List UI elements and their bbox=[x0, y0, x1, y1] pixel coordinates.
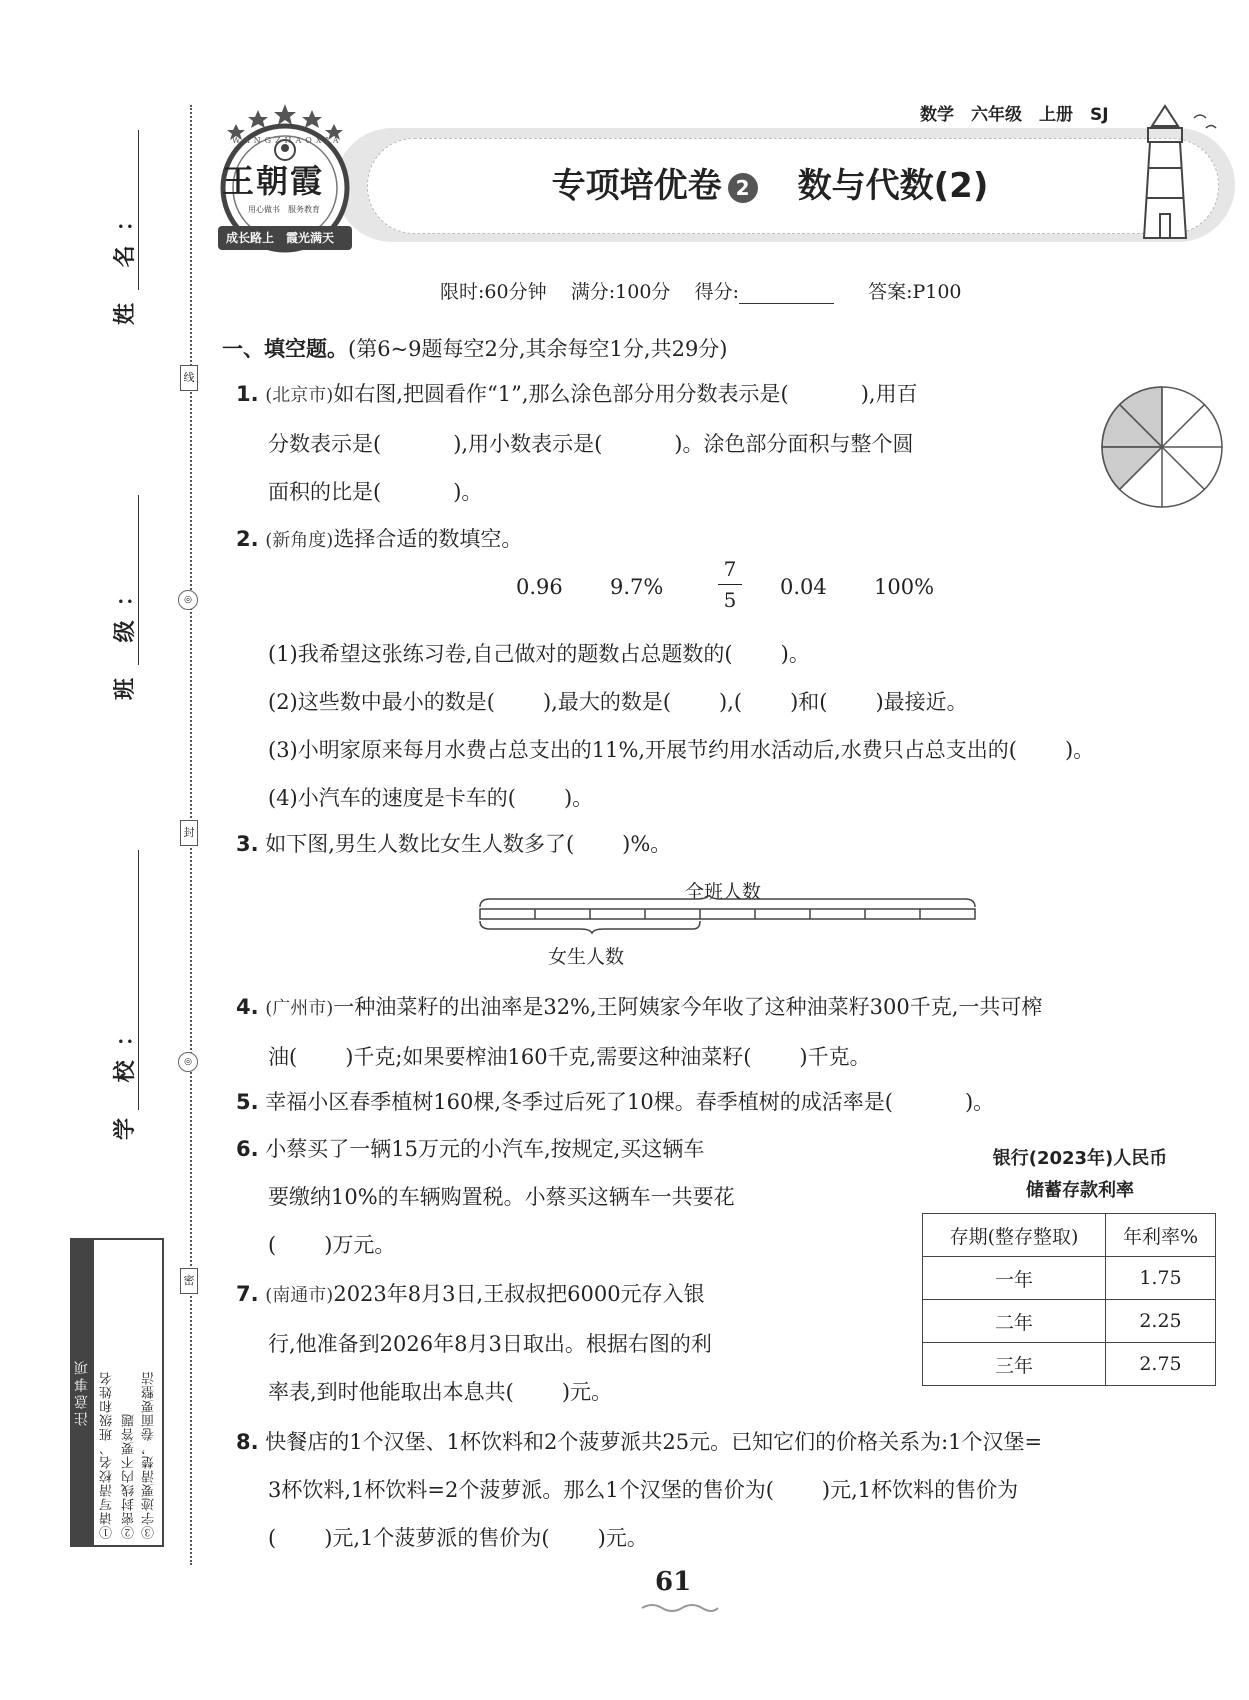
table-header-cell: 年利率% bbox=[1106, 1214, 1216, 1257]
question-number: 8. bbox=[236, 1430, 259, 1454]
page-number: 61 bbox=[655, 1567, 692, 1597]
question-text: ),用百 bbox=[860, 382, 918, 406]
logo-slogan: 成长路上 霞光满天 bbox=[226, 231, 335, 245]
question-text: )千克;如果要榨油160千克,需要这种油菜籽( bbox=[345, 1045, 752, 1069]
question-text: 如下图,男生人数比女生人数多了( bbox=[265, 832, 575, 856]
section-note: (第6~9题每空2分,其余每空1分,共29分) bbox=[348, 337, 728, 361]
table-row bbox=[923, 1300, 1216, 1343]
question-text: 幸福小区春季植树160棵,冬季过后死了10棵。春季植树的成活率是( bbox=[265, 1090, 893, 1114]
notice-item: ③字迹要清楚，卷面要整洁 bbox=[142, 1371, 157, 1539]
school-line bbox=[138, 850, 139, 1110]
question-text: )。 bbox=[563, 786, 594, 810]
page-title bbox=[420, 158, 1120, 207]
answer-ref: 答案:P100 bbox=[868, 281, 962, 303]
rate-table bbox=[922, 1213, 1216, 1386]
question-text: (1)我希望这张练习卷,自己做对的题数占总题数的( bbox=[268, 642, 733, 666]
question-7 bbox=[236, 1270, 856, 1416]
question-3 bbox=[236, 820, 1136, 868]
question-text: (2)这些数中最小的数是( bbox=[268, 690, 495, 714]
question-tag: (北京市) bbox=[265, 385, 334, 406]
table-header-cell: 存期(整存整取) bbox=[923, 1214, 1106, 1257]
table-cell-rate: 1.75 bbox=[1106, 1257, 1216, 1300]
question-4 bbox=[236, 983, 1216, 1081]
table-row bbox=[923, 1343, 1216, 1386]
logo-name: 王朝霞 bbox=[222, 162, 325, 200]
rate-table-title-line1: 银行(2023年)人民币 bbox=[992, 1148, 1168, 1169]
question-text: 一种油菜籽的出油率是32%,王阿姨家今年收了这种油菜籽300千克,一共可榨 bbox=[333, 995, 1043, 1019]
question-2-subitems bbox=[268, 630, 1228, 822]
question-text: ),用小数表示是( bbox=[453, 432, 603, 456]
score-label: 得分: bbox=[694, 281, 740, 303]
subject-line: 数学 六年级 上册 SJ bbox=[920, 105, 1109, 125]
notice-title: 注意事项 bbox=[72, 1240, 94, 1545]
diagram-label-total: 全班人数 bbox=[685, 881, 762, 903]
wave-decoration-icon bbox=[640, 1600, 720, 1616]
title-number-badge: 2 bbox=[728, 173, 758, 203]
question-text: 2023年8月3日,王叔叔把6000元存入银 bbox=[333, 1282, 705, 1306]
question-text: 分数表示是( bbox=[268, 432, 382, 456]
title-right: 数与代数(2) bbox=[797, 166, 989, 206]
question-text: )和( bbox=[790, 690, 828, 714]
question-text: ( bbox=[268, 1233, 277, 1257]
question-text: )最接近。 bbox=[875, 690, 968, 714]
option-number: 0.96 bbox=[516, 575, 563, 599]
full-score: 满分:100分 bbox=[570, 281, 671, 303]
question-tag: (新角度) bbox=[265, 530, 334, 551]
question-text: )%。 bbox=[622, 832, 672, 856]
question-text: )。 bbox=[780, 642, 810, 666]
name-line bbox=[138, 130, 139, 290]
question-text: ( bbox=[268, 1526, 277, 1550]
question-8 bbox=[236, 1418, 1226, 1562]
notice-item: ①请写清校名、班级和姓名 bbox=[100, 1371, 115, 1539]
question-text: )元。 bbox=[561, 1380, 613, 1404]
option-number: 9.7% bbox=[610, 575, 664, 599]
seal-dot-icon: ◎ bbox=[178, 1052, 198, 1072]
question-number: 1. bbox=[236, 382, 259, 406]
question-text: 快餐店的1个汉堡、1杯饮料和2个菠萝派共25元。已知它们的价格关系为:1个汉堡= bbox=[265, 1430, 1043, 1454]
table-cell-rate: 2.75 bbox=[1106, 1343, 1216, 1386]
logo-motto: 用心做书 服务教育 bbox=[248, 205, 320, 214]
question-number: 3. bbox=[236, 832, 259, 856]
question-text: 如右图,把圆看作“1”,那么涂色部分用分数表示是( bbox=[333, 382, 789, 406]
table-cell-term: 一年 bbox=[923, 1257, 1106, 1300]
fraction-numerator: 7 bbox=[723, 557, 737, 581]
rate-table-title bbox=[925, 1143, 1235, 1207]
rate-table-title-line2: 储蓄存款利率 bbox=[1026, 1180, 1134, 1201]
question-text: )元,1个菠萝派的售价为( bbox=[324, 1526, 550, 1550]
question-text: 小蔡买了一辆15万元的小汽车,按规定,买这辆车 bbox=[265, 1137, 705, 1161]
question-text: )。 bbox=[964, 1090, 995, 1114]
question-text: ),最大的数是( bbox=[542, 690, 672, 714]
question-text: (3)小明家原来每月水费占总支出的11%,开展节约用水活动后,水费只占总支出的( bbox=[268, 738, 1017, 762]
question-number: 2. bbox=[236, 527, 259, 551]
question-number: 6. bbox=[236, 1137, 259, 1161]
class-label: 班 级： bbox=[113, 570, 138, 700]
section-header bbox=[222, 333, 728, 363]
table-cell-term: 二年 bbox=[923, 1300, 1106, 1343]
class-line bbox=[138, 495, 139, 665]
logo-pinyin: WANGZHAOXIA bbox=[232, 136, 343, 145]
question-tag: (广州市) bbox=[265, 998, 334, 1019]
shaded-circle-figure bbox=[1098, 383, 1226, 511]
section-title: 一、填空题。 bbox=[222, 337, 348, 361]
seal-mark-line: 线 bbox=[180, 365, 198, 391]
segment-diagram bbox=[475, 895, 985, 945]
option-fraction bbox=[718, 555, 742, 614]
question-text: )。涂色部分面积与整个圆 bbox=[674, 432, 914, 456]
option-number: 100% bbox=[874, 575, 935, 599]
table-row bbox=[923, 1257, 1216, 1300]
school-label: 学 校： bbox=[113, 1010, 138, 1140]
question-number: 4. bbox=[236, 995, 259, 1019]
question-text: 油( bbox=[268, 1045, 298, 1069]
table-cell-term: 三年 bbox=[923, 1343, 1106, 1386]
question-text: ),( bbox=[719, 690, 743, 714]
question-text: 3杯饮料,1杯饮料=2个菠萝派。那么1个汉堡的售价为( bbox=[268, 1478, 774, 1502]
name-label: 姓 名： bbox=[113, 195, 138, 325]
question-1 bbox=[236, 370, 1106, 516]
question-text: )万元。 bbox=[324, 1233, 396, 1257]
question-number: 7. bbox=[236, 1282, 259, 1306]
table-cell-rate: 2.25 bbox=[1106, 1300, 1216, 1343]
question-text: )元。 bbox=[597, 1526, 648, 1550]
seal-dot-icon: ◎ bbox=[178, 590, 198, 610]
diagram-label-girls: 女生人数 bbox=[548, 946, 625, 968]
fraction-denominator: 5 bbox=[723, 588, 737, 612]
question-text: )千克。 bbox=[799, 1045, 871, 1069]
question-text: 率表,到时他能取出本息共( bbox=[268, 1380, 514, 1404]
question-text: )。 bbox=[1064, 738, 1095, 762]
notice-item: ②密封线内不要答题 bbox=[122, 1413, 137, 1539]
lighthouse-icon bbox=[1130, 98, 1230, 248]
exam-info bbox=[440, 277, 962, 304]
question-text: )。 bbox=[453, 480, 483, 504]
question-6 bbox=[236, 1125, 856, 1269]
question-text: )元,1杯饮料的售价为 bbox=[821, 1478, 1019, 1502]
question-text: (4)小汽车的速度是卡车的( bbox=[268, 786, 516, 810]
question-text: 选择合适的数填空。 bbox=[333, 527, 523, 551]
fraction-bar bbox=[718, 584, 742, 585]
time-limit: 限时:60分钟 bbox=[440, 281, 547, 303]
question-5 bbox=[236, 1078, 1216, 1126]
seal-mark-secret: 密 bbox=[180, 1268, 198, 1294]
table-header-row bbox=[923, 1214, 1216, 1257]
question-text: 面积的比是( bbox=[268, 480, 382, 504]
question-2 bbox=[236, 515, 1136, 565]
notice-box bbox=[70, 1238, 164, 1547]
question-text: 行,他准备到2026年8月3日取出。根据右图的利 bbox=[268, 1332, 712, 1356]
question-text: 要缴纳10%的车辆购置税。小蔡买这辆车一共要花 bbox=[268, 1185, 735, 1209]
question-number: 5. bbox=[236, 1090, 259, 1114]
question-tag: (南通市) bbox=[265, 1285, 334, 1306]
seal-mark-seal: 封 bbox=[180, 820, 198, 846]
option-number: 0.04 bbox=[780, 575, 827, 599]
title-left: 专项培优卷 bbox=[551, 166, 722, 206]
score-blank[interactable] bbox=[739, 285, 834, 304]
